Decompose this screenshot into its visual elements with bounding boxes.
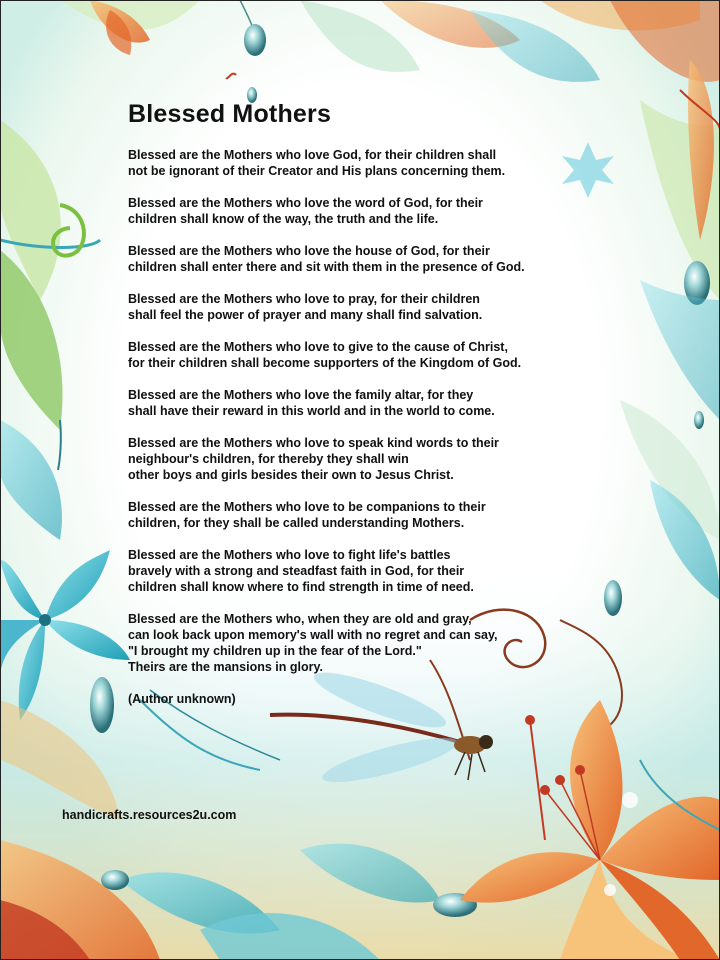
poem-line: children shall know where to find strength in time of need. xyxy=(128,580,474,594)
poem-line: Blessed are the Mothers who love to give to the cause of Christ, xyxy=(128,340,508,354)
poem-stanza xyxy=(128,387,598,419)
website-credit: handicrafts.resources2u.com xyxy=(62,808,237,822)
poem-stanza xyxy=(128,195,598,227)
poem-line: bravely with a strong and steadfast faith in God, for their xyxy=(128,564,465,578)
poem-stanza xyxy=(128,435,598,483)
author-credit: (Author unknown) xyxy=(128,692,236,706)
poem-line: Theirs are the mansions in glory. xyxy=(128,660,323,674)
poem-stanza xyxy=(128,291,598,323)
poem-line: children shall enter there and sit with them in the presence of God. xyxy=(128,260,525,274)
poem-line: Blessed are the Mothers who love to pray, for their children xyxy=(128,292,480,306)
poem-line: shall feel the power of prayer and many shall find salvation. xyxy=(128,308,483,322)
poem-line: for their children shall become supporters of the Kingdom of God. xyxy=(128,356,522,370)
poem-stanza xyxy=(128,147,598,179)
poem-line: Blessed are the Mothers who love to speak kind words to their xyxy=(128,436,499,450)
poem-line: Blessed are the Mothers who love the house of God, for their xyxy=(128,244,490,258)
poem xyxy=(128,100,598,707)
poem-stanza xyxy=(128,243,598,275)
poem-stanza xyxy=(128,499,598,531)
poem-line: children, for they shall be called understanding Mothers. xyxy=(128,516,465,530)
poem-title: Blessed Mothers xyxy=(128,100,332,128)
poem-line: not be ignorant of their Creator and His plans concerning them. xyxy=(128,164,506,178)
poem-line: Blessed are the Mothers who love God, for their children shall xyxy=(128,148,497,162)
poem-stanza xyxy=(128,339,598,371)
poem-line: other boys and girls besides their own to Jesus Christ. xyxy=(128,468,454,482)
poem-stanza xyxy=(128,611,598,675)
poem-line: Blessed are the Mothers who love the family altar, for they xyxy=(128,388,474,402)
poem-stanza xyxy=(128,547,598,595)
poem-line: can look back upon memory's wall with no regret and can say, xyxy=(128,628,498,642)
poem-line: children shall know of the way, the truth and the life. xyxy=(128,212,439,226)
poem-line: neighbour's children, for thereby they shall win xyxy=(128,452,409,466)
poem-line: "I brought my children up in the fear of the Lord." xyxy=(128,644,422,658)
poem-line: shall have their reward in this world and in the world to come. xyxy=(128,404,495,418)
poem-line: Blessed are the Mothers who love to be companions to their xyxy=(128,500,486,514)
poem-line: Blessed are the Mothers who love the word of God, for their xyxy=(128,196,483,210)
poem-line: Blessed are the Mothers who, when they are old and gray, xyxy=(128,612,472,626)
poem-line: Blessed are the Mothers who love to fight life's battles xyxy=(128,548,451,562)
poem-stanzas xyxy=(128,147,598,675)
